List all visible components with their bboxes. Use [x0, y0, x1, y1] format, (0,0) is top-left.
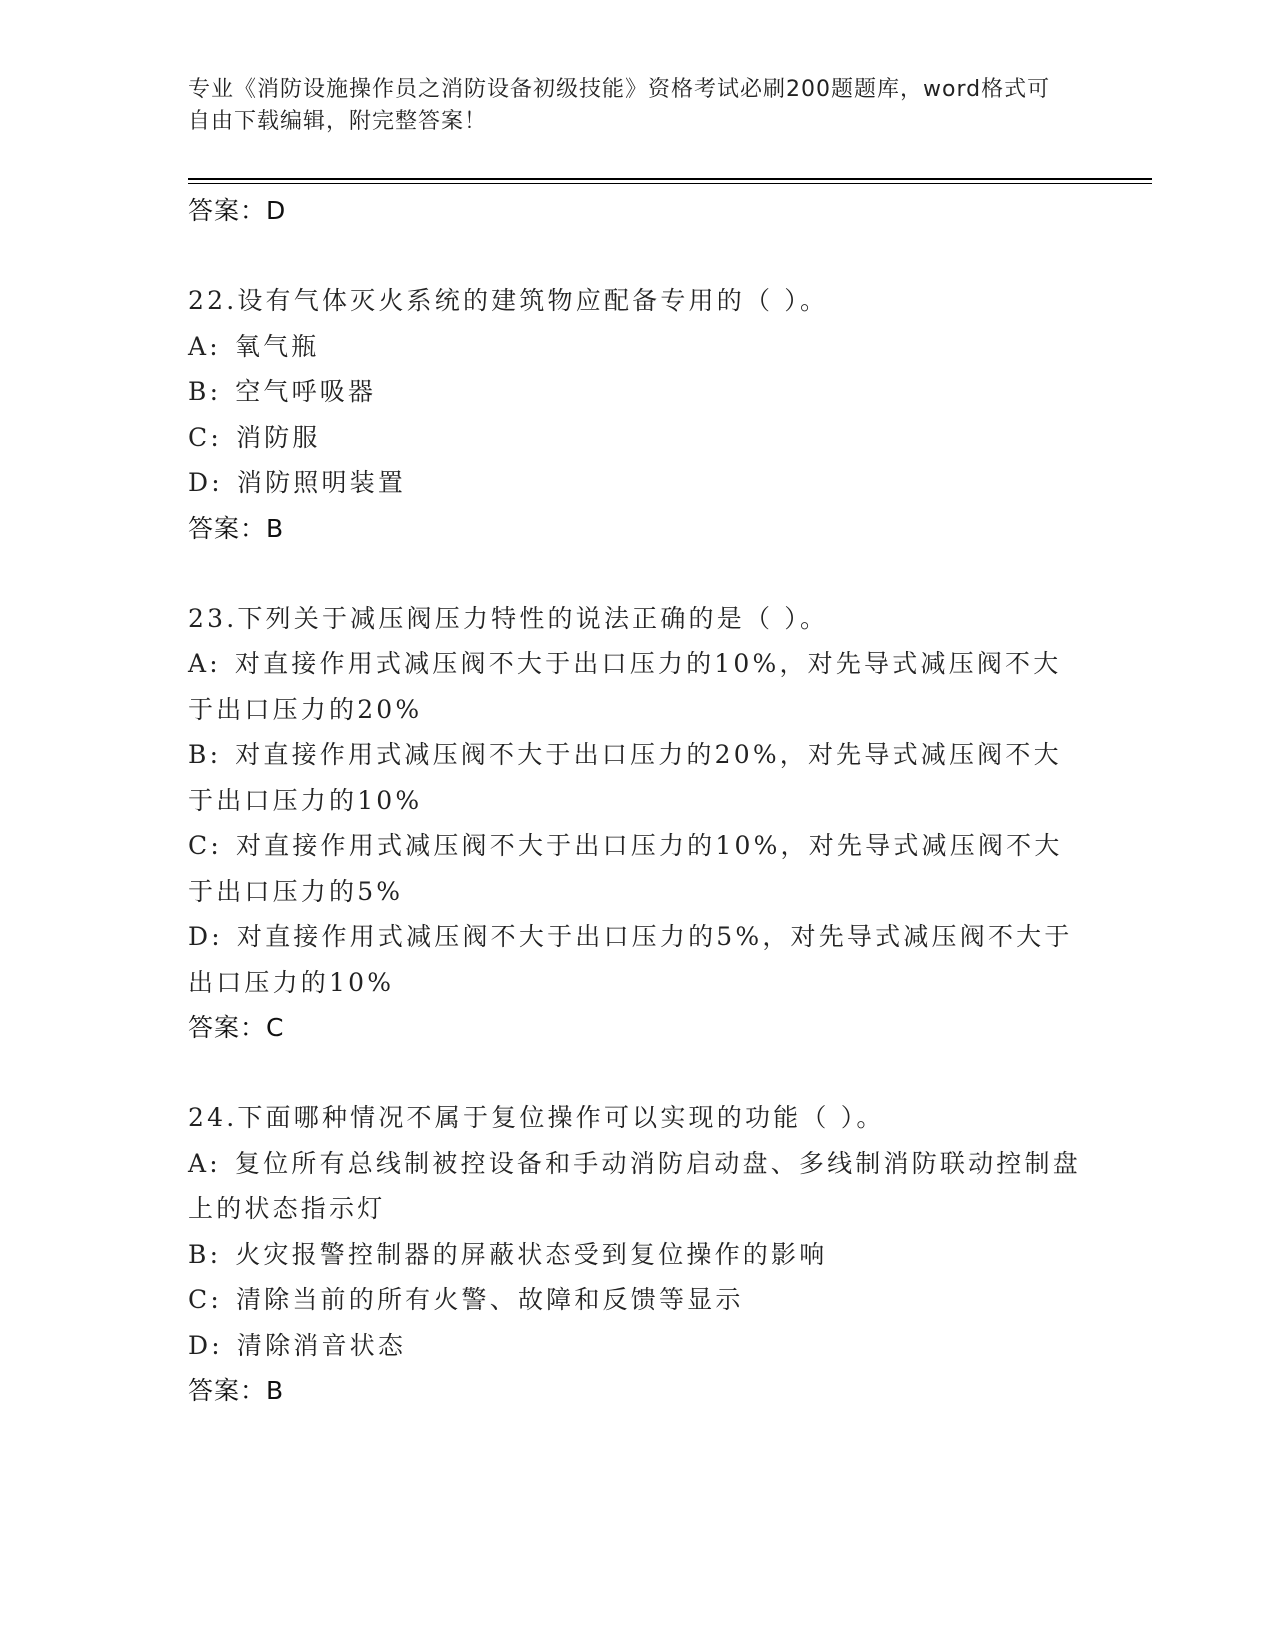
previous-answer	[188, 188, 1088, 234]
answer-label: 答案：	[188, 1376, 267, 1405]
option-letter: C:	[188, 422, 222, 452]
option-c	[188, 823, 1088, 914]
option-text: 对直接作用式减压阀不大于出口压力的10%，对先导式减压阀不大于出口压力的20%	[188, 649, 1062, 724]
option-letter: B:	[188, 740, 222, 769]
option-letter: B:	[188, 377, 222, 406]
header-divider-thin	[188, 183, 1152, 184]
option-d	[188, 1323, 1088, 1369]
option-text: 氧气瓶	[234, 331, 320, 361]
option-text: 消防照明装置	[236, 468, 407, 497]
option-text: 空气呼吸器	[235, 377, 377, 406]
question-24	[188, 1095, 1088, 1414]
answer-label: 答案：	[188, 196, 267, 225]
option-letter: C:	[188, 1285, 222, 1314]
option-c	[188, 1277, 1088, 1323]
option-letter: A:	[188, 331, 221, 361]
question-answer	[188, 1005, 1088, 1051]
question-22	[188, 278, 1088, 552]
option-a	[188, 324, 1088, 370]
option-c	[188, 415, 1088, 461]
header-divider-thick	[188, 178, 1152, 180]
option-letter: C:	[188, 831, 222, 860]
option-letter: D:	[188, 468, 223, 497]
answer-value: D	[266, 196, 287, 225]
question-stem: 23.下列关于减压阀压力特性的说法正确的是（ ）。	[188, 603, 829, 633]
option-b	[188, 732, 1088, 823]
answer-value: B	[266, 513, 285, 543]
option-d	[188, 460, 1088, 506]
question-stem: 24.下面哪种情况不属于复位操作可以实现的功能（ ）。	[188, 1103, 885, 1132]
option-text: 火灾报警控制器的屏蔽状态受到复位操作的影响	[235, 1239, 828, 1269]
question-answer	[188, 506, 1088, 552]
option-text: 复位所有总线制被控设备和手动消防启动盘、多线制消防联动控制盘上的状态指示灯	[188, 1148, 1081, 1223]
question-list	[188, 188, 1088, 1414]
option-text: 清除当前的所有火警、故障和反馈等显示	[235, 1285, 744, 1314]
answer-label: 答案：	[188, 1013, 267, 1042]
option-a	[188, 641, 1088, 732]
answer-label: 答案：	[188, 513, 267, 543]
option-text: 对直接作用式减压阀不大于出口压力的10%，对先导式减压阀不大于出口压力的5%	[188, 831, 1063, 906]
option-letter: D:	[188, 1330, 223, 1360]
document-header: 专业《消防设施操作员之消防设备初级技能》资格考试必刷200题题库，word格式可自由下载编辑，附完整答案！	[188, 77, 1051, 134]
option-text: 清除消音状态	[236, 1330, 407, 1360]
option-letter: B:	[188, 1239, 222, 1269]
option-b	[188, 1232, 1088, 1278]
option-letter: A:	[188, 1148, 221, 1178]
question-stem: 22.设有气体灭火系统的建筑物应配备专用的（ ）。	[188, 286, 829, 315]
answer-value: B	[266, 1376, 285, 1405]
option-letter: A:	[188, 649, 221, 678]
option-text: 对直接作用式减压阀不大于出口压力的5%，对先导式减压阀不大于出口压力的10%	[188, 922, 1073, 997]
option-text: 对直接作用式减压阀不大于出口压力的20%，对先导式减压阀不大于出口压力的10%	[188, 740, 1062, 815]
answer-value: C	[266, 1013, 285, 1042]
option-b	[188, 369, 1088, 415]
option-a	[188, 1141, 1088, 1232]
option-letter: D:	[188, 922, 223, 951]
option-text: 消防服	[235, 422, 321, 452]
option-d	[188, 914, 1088, 1005]
question-23	[188, 596, 1088, 1052]
question-answer	[188, 1368, 1088, 1414]
